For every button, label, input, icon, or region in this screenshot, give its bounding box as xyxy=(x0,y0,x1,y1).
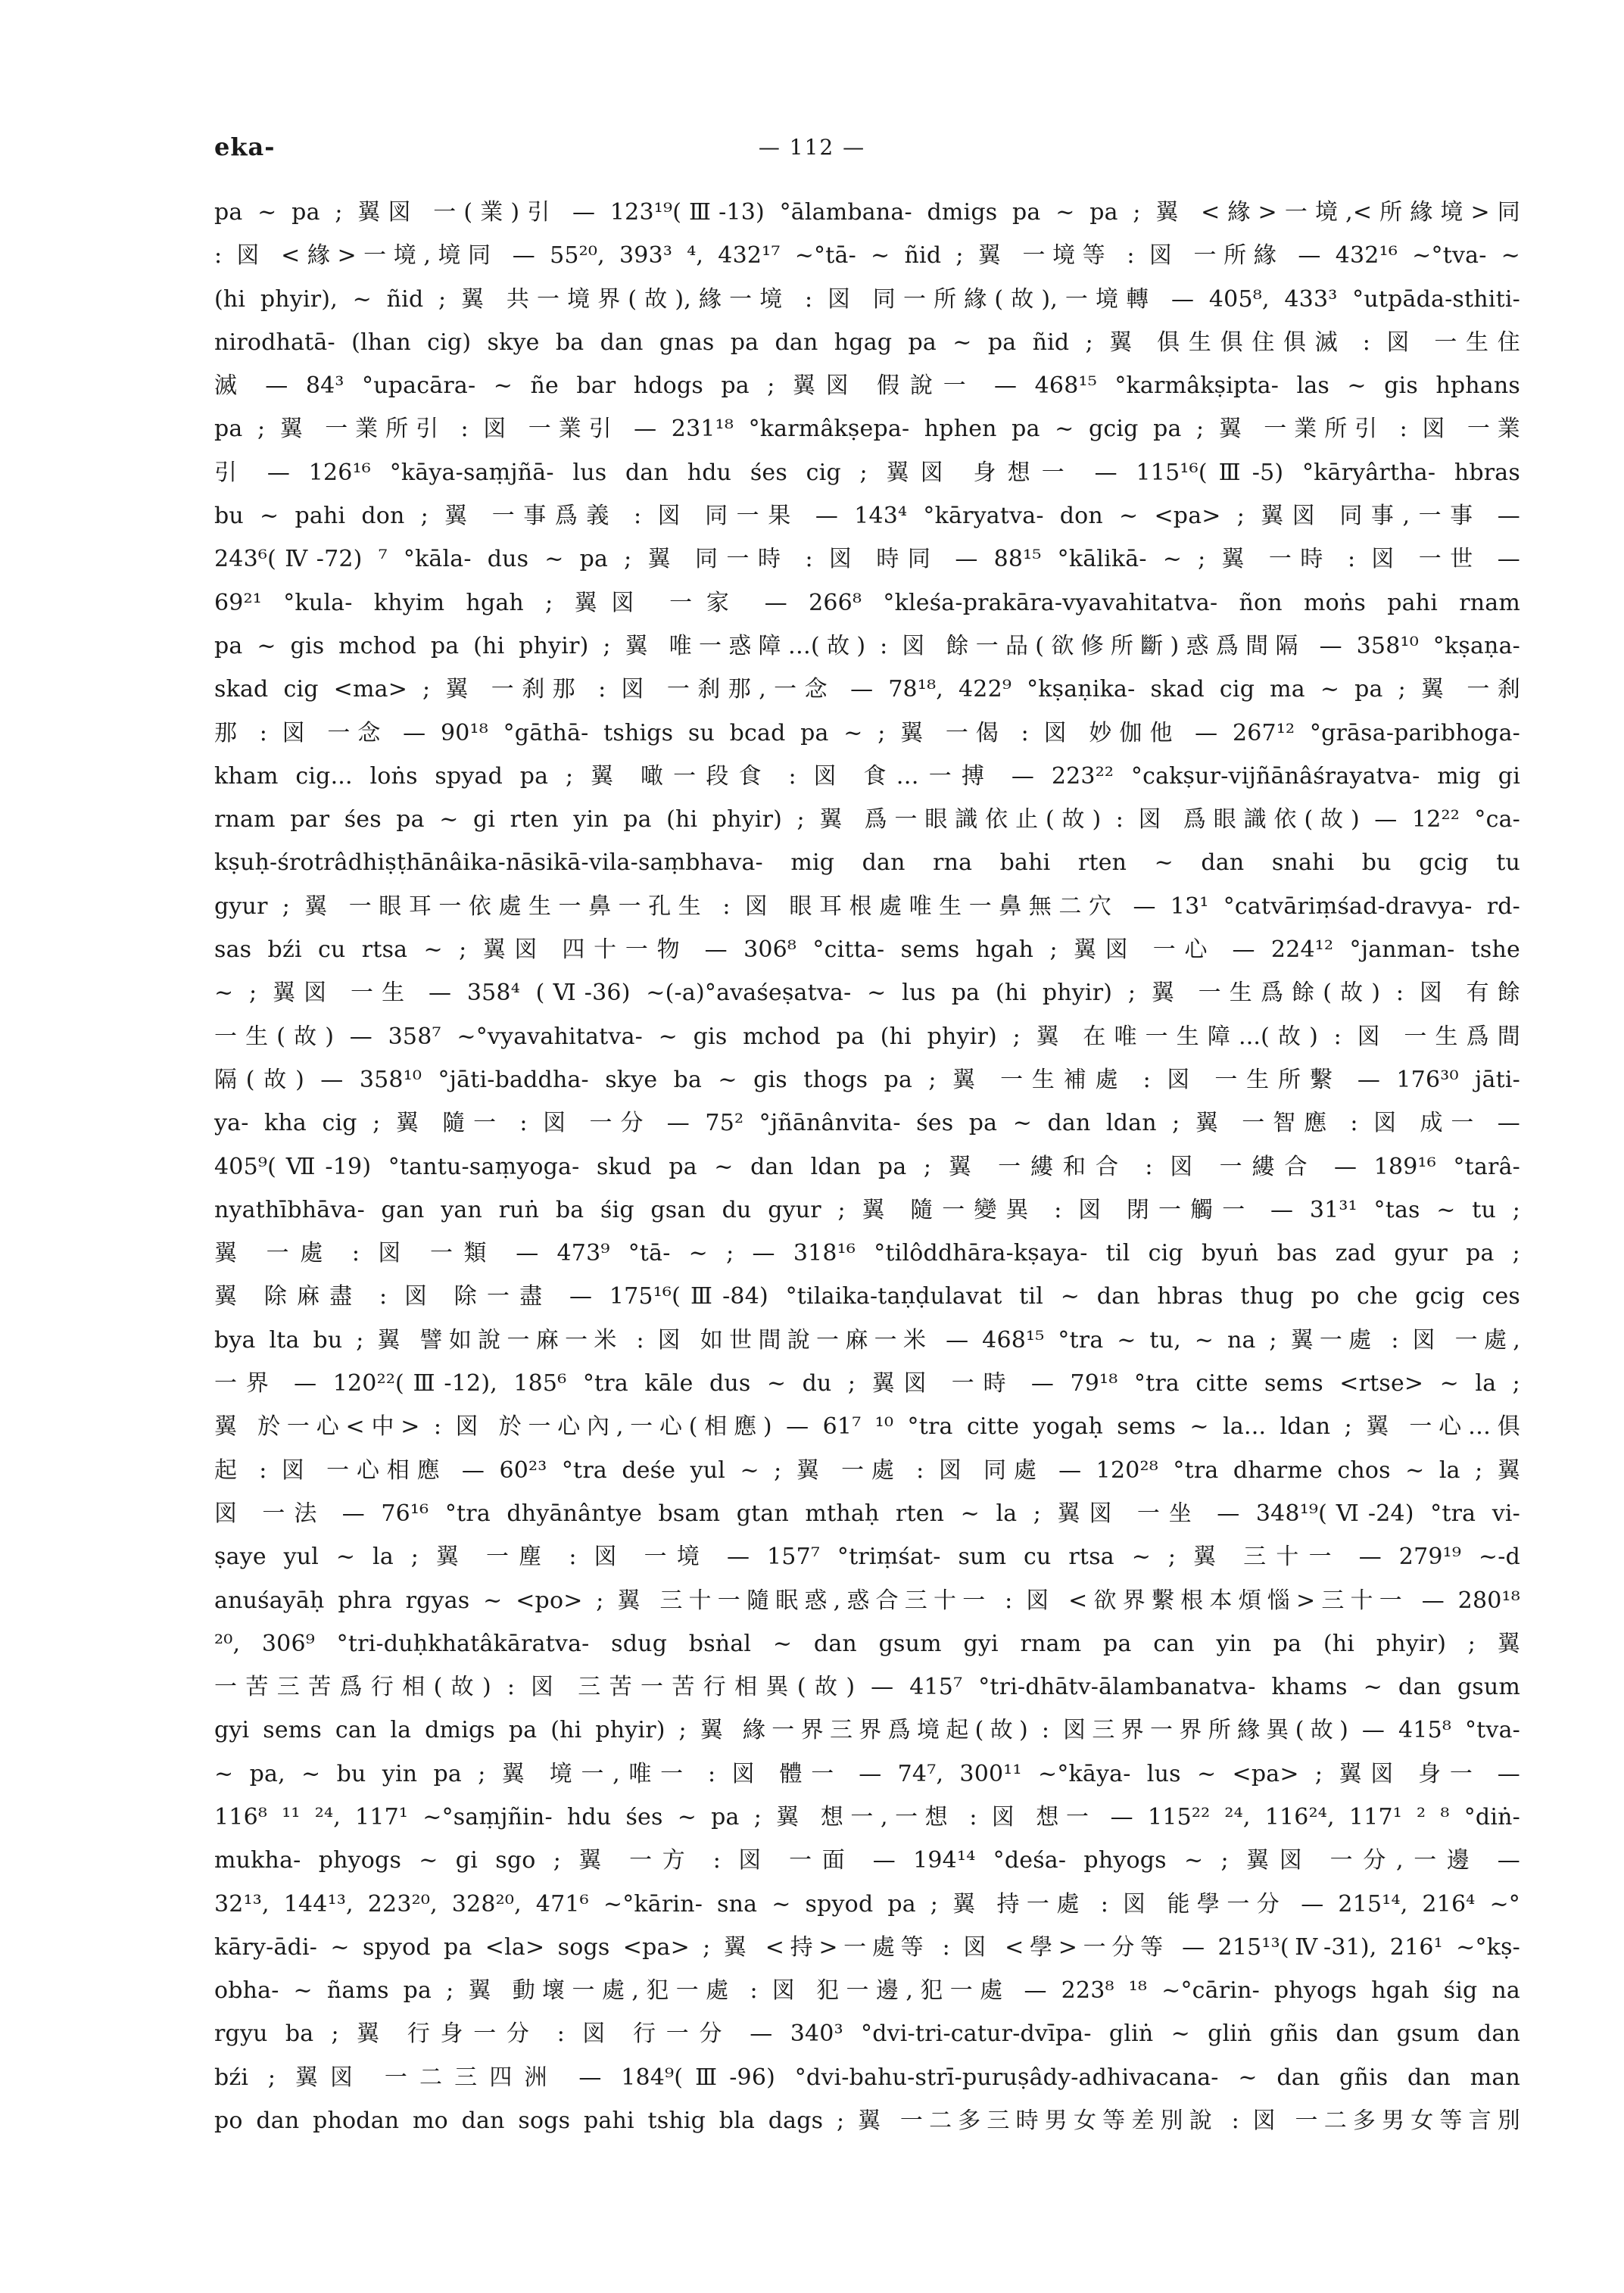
text-line: 405⁹(Ⅶ-19) °tantu-saṃyoga- skud pa ~ dan ldan pa ; 翼 一縷和合 : 図 一縷合 — 189¹⁶ °tarâ- xyxy=(214,1153,1520,1180)
page-number: — 112 — xyxy=(758,135,866,160)
text-line: 243⁶(Ⅳ-72) ⁷ °kāla- dus ~ pa ; 翼 同一時 : 図 時同 — 88¹⁵ °kālikā- ~ ; 翼 一時 : 図 一世 — xyxy=(214,546,1520,573)
text-line: pa ~ gis mchod pa (hi phyir) ; 翼 唯一惑障…(故) : 図 餘一品(欲修所斷)惑爲間隔 — 358¹⁰ °kṣaṇa- xyxy=(214,632,1520,659)
text-line: nirodhatā- (lhan cig) skye ba dan gnas pa dan hgag pa ~ pa ñid ; 翼 俱生俱住俱滅 : 図 一生住 xyxy=(214,329,1520,356)
text-line: nyathībhāva- gan yan ruṅ ba śig gsan du gyur ; 翼 隨一變異 : 図 閉一觸一 — 31³¹ °tas ~ tu ; xyxy=(214,1196,1520,1223)
text-line: gyi sems can la dmigs pa (hi phyir) ; 翼 緣一界三界爲境起(故) : 図三界一界所緣異(故) — 415⁸ °tva- xyxy=(214,1717,1520,1744)
text-line: 引 — 126¹⁶ °kāya-saṃjñā- lus dan hdu śes cig ; 翼図 身想一 — 115¹⁶(Ⅲ-5) °kāryârtha- hbras xyxy=(214,459,1520,486)
text-line: 32¹³, 144¹³, 223²⁰, 328²⁰, 471⁶ ~°kārin- sna ~ spyod pa ; 翼 持一處 : 図 能學一分 — 215¹⁴, 216⁴ ~° xyxy=(214,1890,1520,1918)
text-line: ~ pa, ~ bu yin pa ; 翼 境一,唯一 : 図 體一 — 74⁷, 300¹¹ ~°kāya- lus ~ <pa> ; 翼図 身一 — xyxy=(214,1760,1520,1787)
text-line: bya lta bu ; 翼 譬如說一麻一米 : 図 如世間說一麻一米 — 468¹⁵ °tra ~ tu, ~ na ; 翼一處 : 図 一處, xyxy=(214,1326,1520,1354)
text-line: kṣuḥ-śrotrâdhiṣṭhānâika-nāsikā-vila-saṃbhava- mig dan rna bahi rten ~ dan snahi bu gcig tu xyxy=(214,849,1520,877)
text-line: 翼 除麻盡 : 図 除一盡 — 175¹⁶(Ⅲ-84) °tilaika-taṇḍulavat til ~ dan hbras thug po che gcig ces xyxy=(214,1283,1520,1310)
running-headword: eka- xyxy=(214,132,276,161)
text-line: 69²¹ °kula- khyim hgah ; 翼図 一家 — 266⁸ °kleśa-prakāra-vyavahitatva- ñon moṅs pahi rnam xyxy=(214,589,1520,616)
text-line: 一生(故) — 358⁷ ~°vyavahitatva- ~ gis mchod pa (hi phyir) ; 翼 在唯一生障...(故) : 図 一生爲間 xyxy=(214,1023,1520,1050)
text-line: bźi ; 翼図 一二三四洲 — 184⁹(Ⅲ-96) °dvi-bahu-strī-puruṣâdy-adhivacana- ~ dan gñis dan man xyxy=(214,2064,1520,2091)
text-line: kāry-ādi- ~ spyod pa <la> sogs <pa> ; 翼 <持>一處等 : 図 <學>一分等 — 215¹³(Ⅳ-31), 216¹ ~°kṣ- xyxy=(214,1933,1520,1961)
entry-text-block xyxy=(214,191,1520,2142)
text-line: 起 : 図 一心相應 — 60²³ °tra deśe yul ~ ; 翼 一處 : 図 同處 — 120²⁸ °tra dharme chos ~ la ; 翼 xyxy=(214,1456,1520,1484)
text-line: ²⁰, 306⁹ °tri-duḥkhatâkāratva- sdug bsṅal ~ dan gsum gyi rnam pa can yin pa (hi phyir) ; 翼 xyxy=(214,1630,1520,1657)
text-line: anuśayāḥ phra rgyas ~ <po> ; 翼 三十一隨眠惑,惑合三十一 : 図 <欲界繫根本煩惱>三十一 — 280¹⁸ xyxy=(214,1587,1520,1614)
text-line: ṣaye yul ~ la ; 翼 一塵 : 図 一境 — 157⁷ °triṃśat- sum cu rtsa ~ ; 翼 三十一 — 279¹⁹ ~-d xyxy=(214,1544,1520,1571)
text-line: gyur ; 翼 一眼耳一依處生一鼻一孔生 : 図 眼耳根處唯生一鼻無二穴 — 13¹ °catvāriṃśad-dravya- rd- xyxy=(214,893,1520,920)
text-line: kham cig... loṅs spyad pa ; 翼 噉一段食 : 図 食…一搏 — 223²² °cakṣur-vijñānâśrayatva- mig gi xyxy=(214,762,1520,790)
text-line: obha- ~ ñams pa ; 翼 動壞一處,犯一處 : 図 犯一邊,犯一處 — 223⁸ ¹⁸ ~°cārin- phyogs hgah śig na xyxy=(214,1977,1520,2005)
text-line: 那 : 図 一念 — 90¹⁸ °gāthā- tshigs su bcad pa ~ ; 翼 一偈 : 図 妙伽他 — 267¹² °grāsa-paribhoga- xyxy=(214,719,1520,746)
text-line: 翼 一處 : 図 一類 — 473⁹ °tā- ~ ; — 318¹⁶ °tilôddhāra-kṣaya- til cig byuṅ bas zad gyur pa ; xyxy=(214,1240,1520,1267)
text-line: 翼 於一心<中> : 図 於一心內,一心(相應) — 61⁷ ¹⁰ °tra citte yogaḥ sems ~ la... ldan ; 翼 一心…俱 xyxy=(214,1413,1520,1441)
text-line: sas bźi cu rtsa ~ ; 翼図 四十一物 — 306⁸ °citta- sems hgah ; 翼図 一心 — 224¹² °janman- tshe xyxy=(214,936,1520,964)
text-line: 一界 — 120²²(Ⅲ-12), 185⁶ °tra kāle dus ~ du ; 翼図 一時 — 79¹⁸ °tra citte sems <rtse> ~ la ; xyxy=(214,1370,1520,1397)
text-line: rgyu ba ; 翼 行身一分 : 図 行一分 — 340³ °dvi-tri-catur-dvīpa- gliṅ ~ gliṅ gñis dan gsum dan xyxy=(214,2020,1520,2048)
text-line: : 図 <緣>一境,境同 — 55²⁰, 393³ ⁴, 432¹⁷ ~°tā- ~ ñid ; 翼 一境等 : 図 一所緣 — 432¹⁶ ~°tva- ~ xyxy=(214,242,1520,269)
text-line: ya- kha cig ; 翼 隨一 : 図 一分 — 75² °jñānânvita- śes pa ~ dan ldan ; 翼 一智應 : 図 成一 — xyxy=(214,1110,1520,1137)
text-line: 116⁸ ¹¹ ²⁴, 117¹ ~°saṃjñin- hdu śes ~ pa ; 翼 想一,一想 : 図 想一 — 115²² ²⁴, 116²⁴, 117¹ ² ⁸ °diṅ- xyxy=(214,1803,1520,1830)
text-line: pa ~ pa ; 翼図 一(業)引 — 123¹⁹(Ⅲ-13) °ālambana- dmigs pa ~ pa ; 翼 <緣>一境,<所緣境>同 xyxy=(214,199,1520,226)
text-line: 隔(故) — 358¹⁰ °jāti-baddha- skye ba ~ gis thogs pa ; 翼 一生補處 : 図 一生所繫 — 176³⁰ jāti- xyxy=(214,1066,1520,1093)
text-line: rnam par śes pa ~ gi rten yin pa (hi phyir) ; 翼 爲一眼識依止(故) : 図 爲眼識依(故) — 12²² °ca- xyxy=(214,806,1520,833)
text-line: (hi phyir), ~ ñid ; 翼 共一境界(故),緣一境 : 図 同一所緣(故),一境轉 — 405⁸, 433³ °utpāda-sthiti- xyxy=(214,285,1520,313)
text-line: 一苦三苦爲行相(故) : 図 三苦一苦行相異(故) — 415⁷ °tri-dhātv-ālambanatva- khams ~ dan gsum xyxy=(214,1674,1520,1701)
text-line: po dan phodan mo dan sogs pahi tshig bla dags ; 翼 一二多三時男女等差別說 : 図 一二多男女等言別 xyxy=(214,2108,1520,2135)
text-line: 図 一法 — 76¹⁶ °tra dhyānântye bsam gtan mthaḥ rten ~ la ; 翼図 一坐 — 348¹⁹(Ⅵ-24) °tra vi- xyxy=(214,1500,1520,1527)
text-line: skad cig <ma> ; 翼 一刹那 : 図 一刹那,一念 — 78¹⁸, 422⁹ °kṣaṇika- skad cig ma ~ pa ; 翼 一刹 xyxy=(214,676,1520,703)
text-line: mukha- phyogs ~ gi sgo ; 翼 一方 : 図 一面 — 194¹⁴ °deśa- phyogs ~ ; 翼図 一分,一邊 — xyxy=(214,1847,1520,1874)
text-line: pa ; 翼 一業所引 : 図 一業引 — 231¹⁸ °karmâkṣepa- hphen pa ~ gcig pa ; 翼 一業所引 : 図 一業 xyxy=(214,416,1520,443)
text-line: ~ ; 翼図 一生 — 358⁴ (Ⅵ-36) ~(-a)°avaśeṣatva- ~ lus pa (hi phyir) ; 翼 一生爲餘(故) : 図 有餘 xyxy=(214,980,1520,1007)
text-line: 滅 — 84³ °upacāra- ~ ñe bar hdogs pa ; 翼図 假說一 — 468¹⁵ °karmâkṣipta- las ~ gis hphans xyxy=(214,372,1520,400)
text-line: bu ~ pahi don ; 翼 一事爲義 : 図 同一果 — 143⁴ °kāryatva- don ~ <pa> ; 翼図 同事,一事 — xyxy=(214,503,1520,530)
